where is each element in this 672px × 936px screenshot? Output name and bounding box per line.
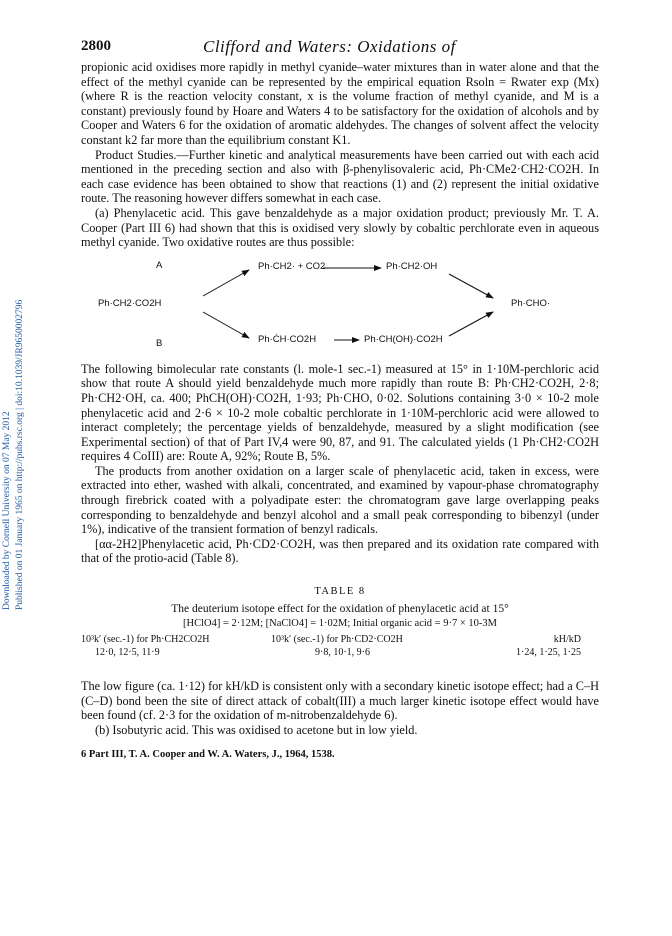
paragraph-rate-constants: The following bimolecular rate constants (l. mole-1 sec.-1) measured at 15° in 1·10M-perchloric acid show that route A should yield benzaldehyde much more rapidly than route B: Ph·CH2·CO2H, 2·8; Ph·CH2·OH, ca. 400; PhCH(OH)·CO2H, 1·93; Ph·CHO, 0·02. Solutions containing 3·0 × 10-2 mole phenylacetic acid and 2·6 × 10-2 mole cobaltic perchlorate in 1·10M-perchloric acid were allowed to interact completely; the percentage yields of benzaldehyde, measured by a slight modification (see Experimental section) of that of Part IV,4 were 90, 87, and 91. The calculated yields (1 Ph·CH2·CO2H requires 4 CoIII) are: Route A, 92%; Route B, 5%. xyxy=(81,361,599,464)
downloaded-note: Downloaded by Cornell University on 07 May 2012 xyxy=(2,411,12,610)
table-conditions: [HClO4] = 2·12M; [NaClO4] = 1·02M; Initial organic acid = 9·7 × 10-3M xyxy=(183,618,497,630)
table-caption: The deuterium isotope effect for the oxidation of phenylacetic acid at 15° xyxy=(171,603,509,616)
paragraph-phenylacetic-acid: (a) Phenylacetic acid. This gave benzaldehyde as a major oxidation product; previously Mr. T. A. Cooper (Part III 6) had shown that this is oxidised very slowly by cobaltic perchlorate even in aqueous methyl cyanide. Two oxidative routes are thus possible: xyxy=(81,205,599,250)
published-note: Published on 01 January 1965 on http://pubs.rsc.org | doi:10.1039/JR9650002796 xyxy=(15,299,25,610)
scheme-radical-b: Ph·ĊH·CO2H xyxy=(258,333,317,345)
arrow-alcohol-to-aldehyde xyxy=(449,274,493,298)
page xyxy=(81,34,599,760)
arrow-acid-to-aldehyde xyxy=(449,312,493,336)
scheme-radical-a: Ph·CH2· + CO2 xyxy=(258,260,326,272)
table-header: 10³k′ (sec.-1) for Ph·CD2·CO2H xyxy=(271,634,403,646)
table-header: 10³k′ (sec.-1) for Ph·CH2CO2H xyxy=(81,634,210,646)
scheme-end: Ph·CHO· xyxy=(511,297,551,309)
table-header: kH/kD xyxy=(553,634,581,646)
route-b-label: B xyxy=(156,337,163,349)
scheme-start: Ph·CH2·CO2H xyxy=(98,297,162,309)
page-header xyxy=(81,34,599,60)
table-8 xyxy=(81,633,581,659)
sidebar-provenance xyxy=(2,140,25,610)
arrow-route-b xyxy=(203,312,249,338)
table-cell: 1·24, 1·25, 1·25 xyxy=(516,647,581,659)
paragraph-solvent-effect: propionic acid oxidises more rapidly in methyl cyanide–water mixtures than in water alone and that the effect of the methyl cyanide can be represented by the empirical equation Rsoln = Rwater exp (Mx) (where R is the reaction velocity constant, x is the volume fraction of methyl cyanide, and M is a constant) previously found by Hoare and Waters 4 to be satisfactory for the oxidation of alcohols and by Cooper and Waters 6 for the oxidation of aromatic aldehydes. The changes of solvent affect the velocity constant k2 far more than the equilibrium constant K1. xyxy=(81,60,599,147)
page-number: 2800 xyxy=(81,38,111,54)
running-head: Clifford and Waters: Oxidations of xyxy=(203,37,456,56)
scheme-hydroxy-acid: Ph·CH(OH)·CO2H xyxy=(364,333,443,345)
table-cell: 12·0, 12·5, 11·9 xyxy=(95,647,160,659)
paragraph-isotope-effect: The low figure (ca. 1·12) for kH/kD is consistent only with a secondary kinetic isotope effect; had a C–H (C–D) bond been the site of direct attack of cobalt(III) a much larger kinetic isotope effect would have been found (cf. 2·3 for the oxidation of m-nitrobenzaldehyde 6). xyxy=(81,679,599,723)
route-a-label: A xyxy=(156,259,163,271)
table-header-row xyxy=(81,633,581,646)
footnote: 6 Part III, T. A. Cooper and W. A. Waters, J., 1964, 1538. xyxy=(81,749,335,761)
paragraph-product-studies: Product Studies.—Further kinetic and analytical measurements have been carried out with each acid mentioned in the preceding section and also with β-phenylisovaleric acid, Ph·CMe2·CH2·CO2H. In each case evidence has been obtained to show that reactions (1) and (2) represent the initial oxidative route. The reasoning however differs somewhat in each case. xyxy=(81,147,599,206)
scheme-alcohol: Ph·CH2·OH xyxy=(386,260,438,272)
paragraph-deuterated: [αα-2H2]Phenylacetic acid, Ph·CD2·CO2H, was then prepared and its oxidation rate compared with that of the protio-acid (Table 8). xyxy=(81,536,599,566)
table-title: TABLE 8 xyxy=(314,586,366,598)
table-cell: 9·8, 10·1, 9·6 xyxy=(315,647,370,659)
paragraph-products: The products from another oxidation on a larger scale of phenylacetic acid, taken in excess, were extracted into ether, washed with alkali, concentrated, and examined by vapour-phase chromatography through firebrick coated with a polyadipate ester: the chromatogram gave large overlapping peaks corresponding to benzaldehyde and benzyl alcohol and a small peak corresponding to bibenzyl (under 1%), indicative of the transient formation of benzyl radicals. xyxy=(81,463,599,537)
arrow-route-a xyxy=(203,270,249,296)
paragraph-isobutyric: (b) Isobutyric acid. This was oxidised to acetone but in low yield. xyxy=(95,722,418,737)
reaction-scheme xyxy=(81,256,599,356)
table-row xyxy=(81,646,581,659)
